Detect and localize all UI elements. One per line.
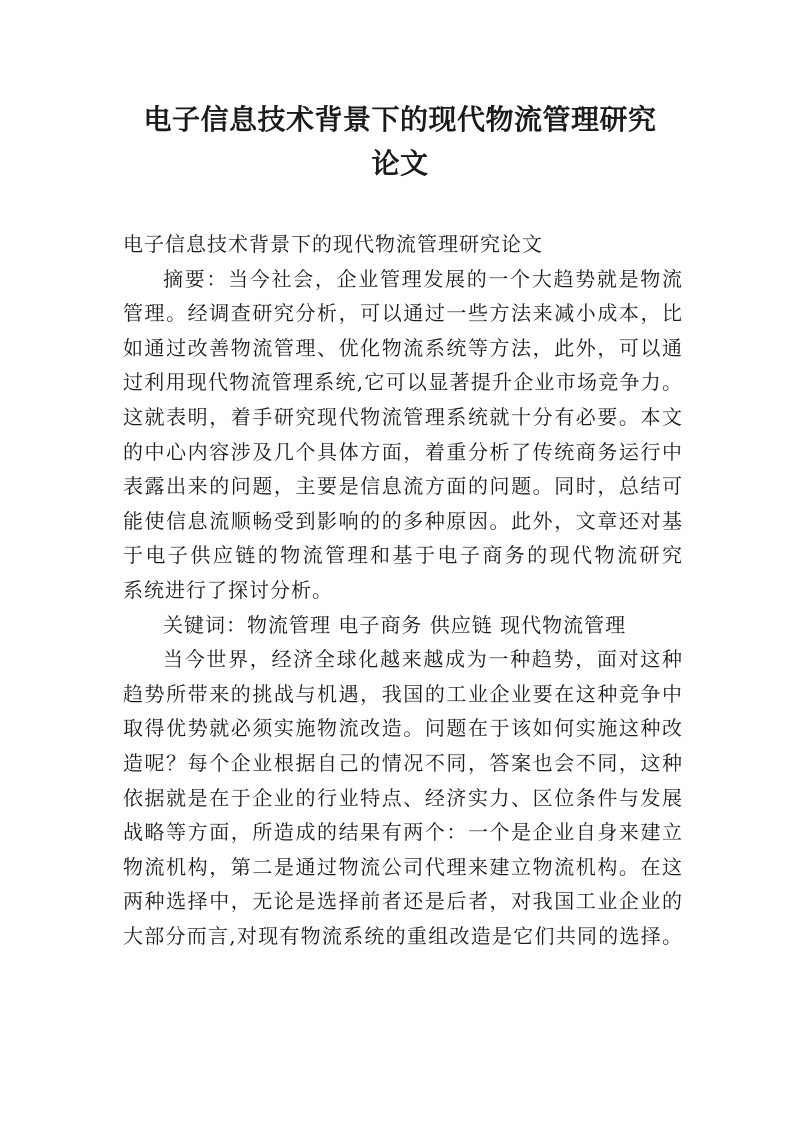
- text-line: 管理。经调查研究分析，可以通过一些方法来减小成本，比: [123, 301, 683, 326]
- text-line: 如通过改善物流管理、优化物流系统等方法，此外，可以通: [123, 335, 683, 360]
- text-line: 取得优势就必须实施物流改造。问题在于该如何实施这种改: [123, 716, 683, 741]
- text-line: 电子信息技术背景下的现代物流管理研究论文: [123, 232, 543, 256]
- text-line: 能使信息流顺畅受到影响的的多种原因。此外，文章还对基: [123, 508, 683, 533]
- text-line: 依据就是在于企业的行业特点、经济实力、区位条件与发展: [123, 785, 683, 810]
- text-line: 的中心内容涉及几个具体方面，着重分析了传统商务运行中: [123, 439, 683, 464]
- text-line: 关键词：物流管理 电子商务 供应链 现代物流管理: [163, 612, 627, 637]
- text-line: 过利用现代物流管理系统,它可以显著提升企业市场竞争力。: [123, 370, 683, 395]
- text-line: 趋势所带来的挑战与机遇，我国的工业企业要在这种竞争中: [123, 681, 683, 706]
- document-body: [123, 227, 683, 953]
- text-line: 战略等方面，所造成的结果有两个：一个是企业自身来建立: [123, 820, 683, 845]
- text-line: 这就表明，着手研究现代物流管理系统就十分有必要。本文: [123, 404, 683, 429]
- text-line: 造呢？每个企业根据自己的情况不同，答案也会不同，这种: [123, 750, 683, 775]
- text-line: 两种选择中，无论是选择前者还是后者，对我国工业企业的: [123, 889, 683, 914]
- text-line: 表露出来的问题，主要是信息流方面的问题。同时，总结可: [123, 474, 683, 499]
- text-line: 物流机构，第二是通过物流公司代理来建立物流机构。在这: [123, 854, 683, 879]
- text-line: 于电子供应链的物流管理和基于电子商务的现代物流研究: [123, 543, 683, 568]
- text-line: 系统进行了探讨分析。: [123, 577, 333, 602]
- page-title-line-1: 电子信息技术背景下的现代物流管理研究: [143, 103, 657, 136]
- text-line: 摘要：当今社会，企业管理发展的一个大趋势就是物流: [163, 266, 683, 291]
- page-title: [110, 98, 690, 186]
- text-line: 大部分而言,对现有物流系统的重组改造是它们共同的选择。: [123, 923, 683, 948]
- page-title-line-2: 论文: [371, 147, 429, 180]
- text-line: 当今世界，经济全球化越来越成为一种趋势，面对这种: [163, 647, 683, 672]
